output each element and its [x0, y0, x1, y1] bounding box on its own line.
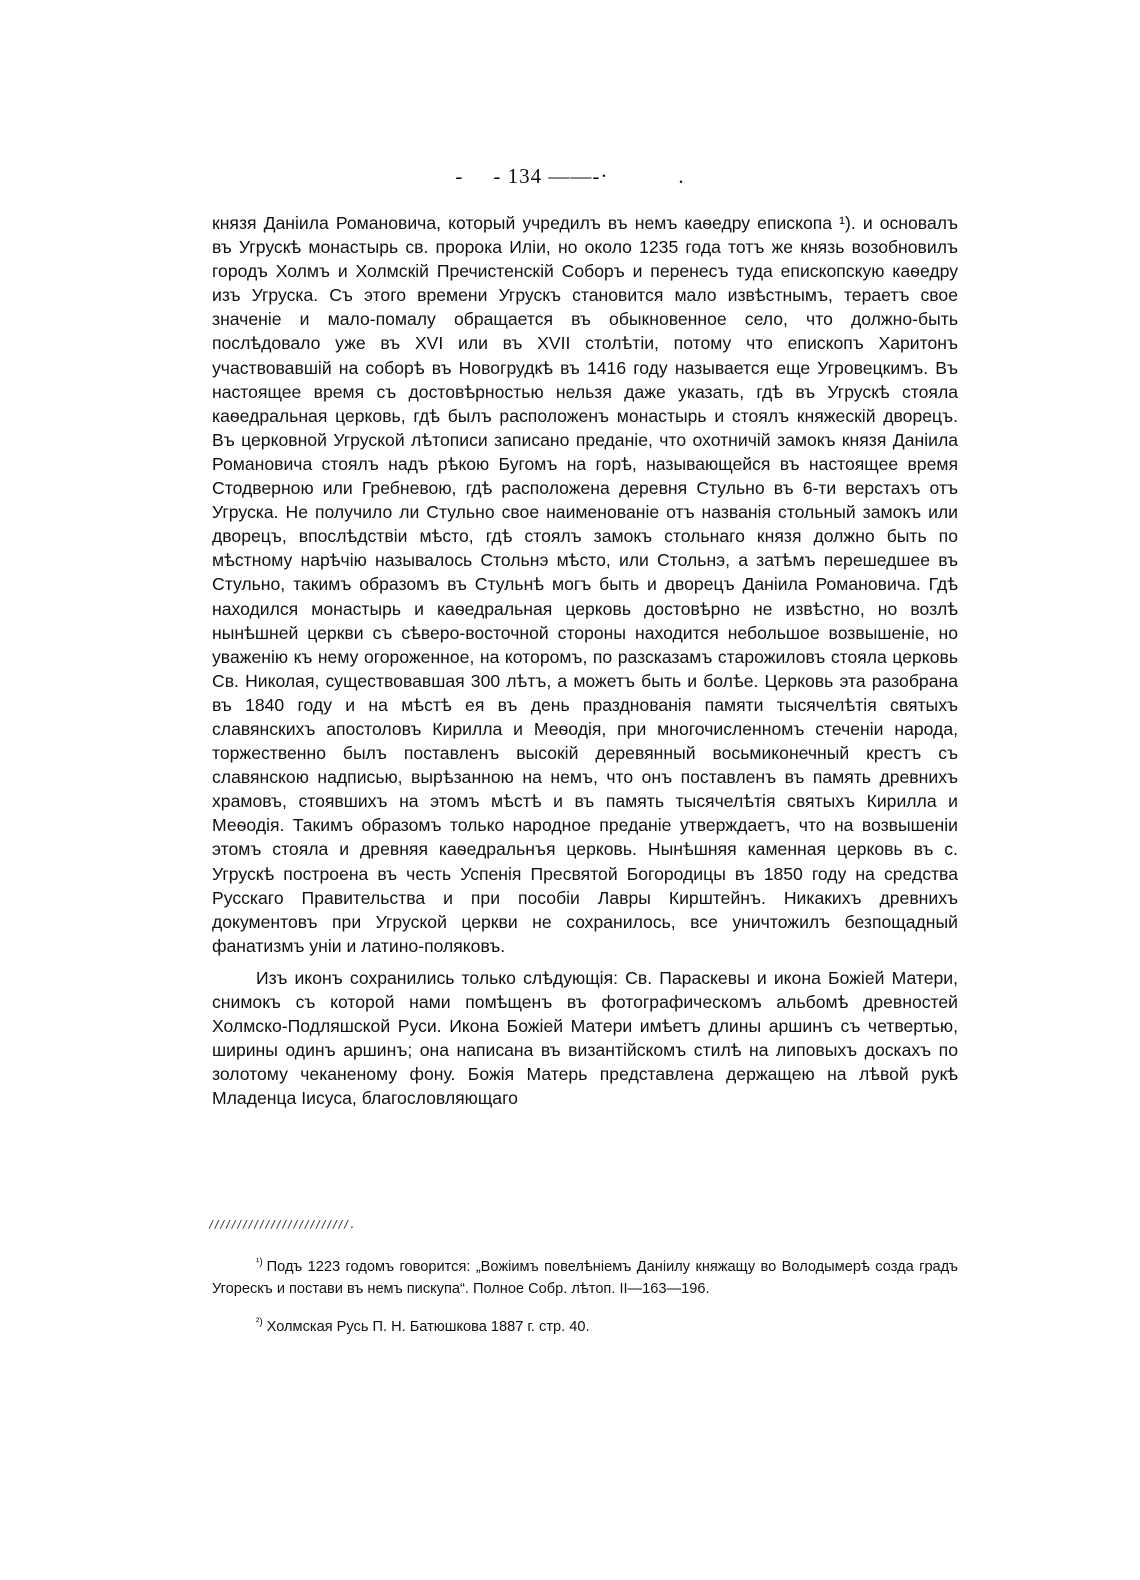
footnote-1-mark: ¹): [256, 1257, 263, 1268]
footnote-1: [212, 1252, 958, 1300]
header-left-dash: -: [455, 164, 464, 188]
header-dot: .: [678, 164, 685, 188]
page-header: [0, 164, 1140, 189]
footnote-2-text: Холмская Русь П. Н. Батюшкова 1887 г. стр. 40.: [266, 1318, 590, 1335]
paragraph-2: Изъ иконъ сохранились только слѣдующія: Св. Параскевы и икона Божіей Матери, снимокъ съ которой нами помѣщенъ въ фотографическомъ альбомѣ древностей Холмско-Подляшской Руси. Икона Божіей Матери имѣетъ длины аршинъ съ четвертью, ширины одинъ аршинъ; она написана въ византійскомъ стилѣ на липовыхъ доскахъ по золотому чеканеному фону. Божія Матерь представлена держащею на лѣвой рукѣ Младенца Іисуса, благословляющаго: [212, 967, 958, 1109]
footnote-2-mark: ²): [256, 1316, 263, 1328]
main-text: [212, 211, 958, 1110]
paragraph-1: князя Даніила Романовича, который учредилъ въ немъ каѳедру епископа ¹). и основалъ въ Угрускѣ монастырь св. пророка Иліи, но около 1235 года тотъ же князь возобновилъ городъ Холмъ и Холмскій Пречистенскій Соборъ и перенесъ туда епископскую каѳедру изъ Угруска. Съ этого времени Угрускъ становится мало извѣстнымъ, тераетъ свое значеніе и мало-помалу обращается въ обыкновенное село, что должно-быть послѣдовало уже въ XVI или въ XVII столѣтіи, потому что епископъ Харитонъ участвовавшій на соборѣ въ Новогрудкѣ въ 1416 году называется еще Угровецкимъ. Въ настоящее время съ достовѣрностью нельзя даже указать, гдѣ въ Угрускѣ стояла каѳедральная церковь, гдѣ былъ расположенъ монастырь и стоялъ княжескій дворецъ. Въ церковной Угруской лѣтописи записано преданіе, что охотничій замокъ князя Даніила Романовича стоялъ надъ рѣкою Бугомъ на горѣ, называющейся въ настоящее время Стодверною или Гребневою, гдѣ расположена деревня Стульно въ 6-ти верстахъ отъ Угруска. Не получило ли Стульно свое наименованіе отъ названія стольный замокъ или дворецъ, впослѣдствіи мѣсто, гдѣ стоялъ замокъ стольнаго князя должно быть по мѣстному нарѣчію называлось Стольнэ мѣсто, или Стольнэ, а затѣмъ перешедшее въ Стульно, такимъ образомъ въ Стульнѣ могъ быть и дворецъ Даніила Романовича. Гдѣ находился монастырь и каѳедральная церковь достовѣрно не извѣстно, но возлѣ нынѣшней церкви съ сѣверо-восточной стороны находится небольшое возвышеніе, но уваженію къ нему огороженное, на которомъ, по разсказамъ старожиловъ стояла церковь Св. Николая, существовавшая 300 лѣтъ, а можетъ быть и болѣе. Церковь эта разобрана въ 1840 году и на мѣстѣ ея въ день празднованія памяти тысячелѣтія святыхъ славянскихъ апостоловъ Кирилла и Меѳодія, при многочисленномъ стеченіи народа, торжественно былъ поставленъ высокій деревянный восьмиконечный крестъ съ славянскою надписью, вырѣзанною на немъ, что онъ поставленъ въ память древнихъ храмовъ, стоявшихъ на этомъ мѣстѣ и въ память тысячелѣтія святыхъ Кирилла и Меѳодія. Такимъ образомъ только народное преданіе утверждаетъ, что на возвышеніи этомъ стояла и древняя каѳедральнъя церковь. Нынѣшняя каменная церковь въ с. Угрускѣ построена въ честь Успенія Пресвятой Богородицы въ 1850 году на средства Русскаго Правительства и при пособіи Лавры Кирштейнъ. Никакихъ древнихъ документовъ при Угруской церкви не сохранилось, все уничтожилъ безпощадный фанатизмъ уніи и латино-поляковъ.: [212, 213, 958, 956]
page-number: - 134 ——-·: [493, 164, 609, 188]
footnote-1-text: Подъ 1223 годомъ говорится: „Вожіимъ повелѣніемъ Даніилу княжащу во Володымерѣ созда градъ Угорескъ и постави въ немъ пискупа“. Полное Собр. лѣтоп. II—163—196.: [212, 1258, 958, 1297]
footnote-separator: /////////////////////////.: [208, 1218, 355, 1231]
footnotes: [212, 1252, 958, 1350]
footnote-2: [212, 1312, 958, 1338]
